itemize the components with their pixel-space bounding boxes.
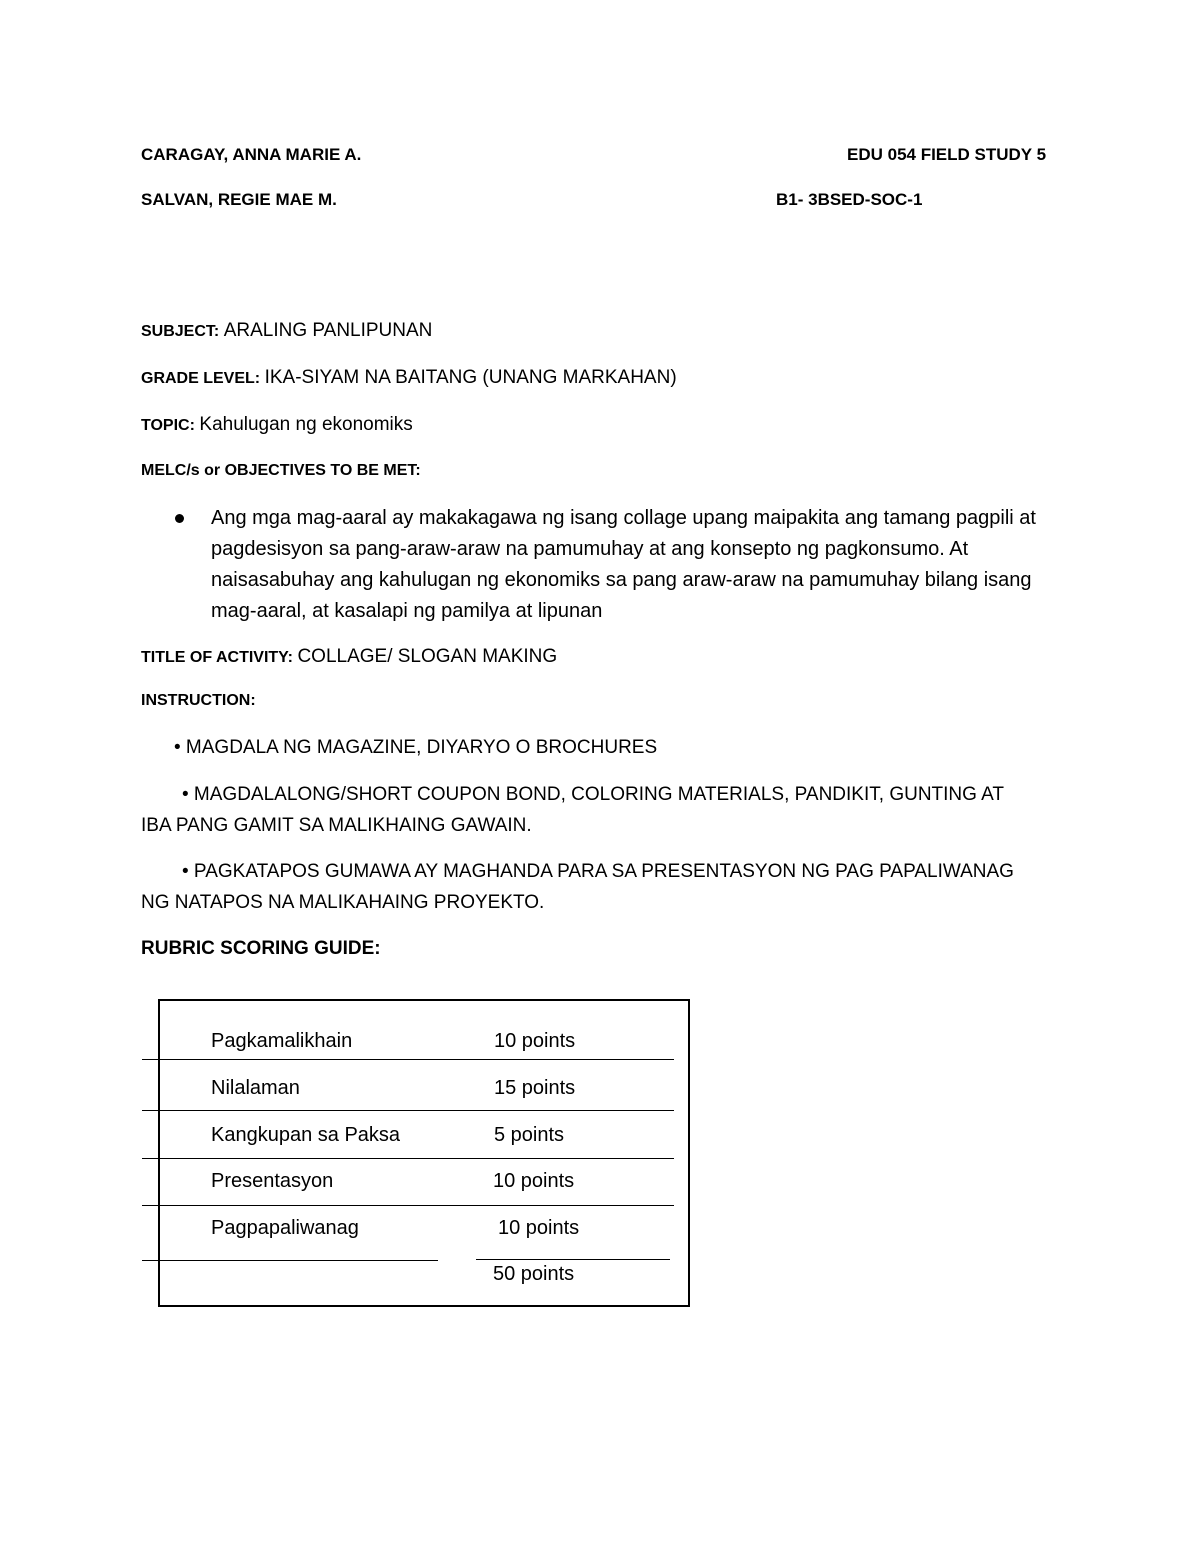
rubric-divider — [142, 1260, 438, 1261]
rubric-criterion: Kangkupan sa Paksa — [211, 1124, 401, 1146]
instruction-label: INSTRUCTION: — [141, 692, 256, 709]
topic-label: TOPIC: — [141, 417, 195, 434]
rubric-total: 50 points — [493, 1263, 575, 1285]
bullet-icon — [175, 514, 184, 523]
subject-line — [141, 320, 432, 342]
topic-line — [141, 414, 413, 436]
rubric-divider — [142, 1110, 674, 1111]
student-name-2: SALVAN, REGIE MAE M. — [141, 190, 337, 209]
rubric-points: 5 points — [494, 1124, 565, 1146]
instruction-item-2: • MAGDALALONG/SHORT COUPON BOND, COLORING MATERIALS, PANDIKIT, GUNTING AT — [182, 784, 1005, 805]
rubric-criterion: Presentasyon — [211, 1170, 334, 1192]
activity-label: TITLE OF ACTIVITY: — [141, 649, 293, 666]
subject-label: SUBJECT: — [141, 323, 220, 340]
rubric-divider — [142, 1158, 674, 1159]
rubric-criterion: Nilalaman — [211, 1077, 300, 1099]
activity-line — [141, 646, 557, 668]
grade-label: GRADE LEVEL: — [141, 370, 261, 387]
grade-line — [141, 367, 677, 389]
rubric-criterion: Pagkamalikhain — [211, 1030, 353, 1052]
course-code: EDU 054 FIELD STUDY 5 — [847, 145, 1047, 164]
subject-value: ARALING PANLIPUNAN — [223, 320, 433, 341]
rubric-points: 10 points — [498, 1217, 580, 1239]
rubric-points: 15 points — [494, 1077, 576, 1099]
topic-value: Kahulugan ng ekonomiks — [199, 414, 413, 435]
student-name-1: CARAGAY, ANNA MARIE A. — [141, 145, 362, 164]
grade-value: IKA-SIYAM NA BAITANG (UNANG MARKAHAN) — [264, 367, 677, 388]
rubric-title: RUBRIC SCORING GUIDE: — [141, 938, 381, 959]
instruction-item-3: • PAGKATAPOS GUMAWA AY MAGHANDA PARA SA PRESENTASYON NG PAG PAPALIWANAG — [182, 861, 1014, 882]
instruction-item-1: • MAGDALA NG MAGAZINE, DIYARYO O BROCHURES — [174, 737, 658, 758]
rubric-points: 10 points — [493, 1170, 575, 1192]
melc-label: MELC/s or OBJECTIVES TO BE MET: — [141, 462, 421, 479]
rubric-divider — [142, 1059, 674, 1060]
objective-text: Ang mga mag-aaral ay makakagawa ng isang collage upang maipakita ang tamang pagpili at pagdesisyon sa pang-araw-araw na pamumuhay at ang konsepto ng pagkonsumo. At naisasabuhay ang kahulugan ng ekonomiks sa pang araw-araw na pamumuhay bilang isang mag-aaral, at kasalapi ng pamilya at lipunan — [211, 507, 1036, 622]
activity-value: COLLAGE/ SLOGAN MAKING — [297, 646, 558, 667]
instruction-item-2-cont: IBA PANG GAMIT SA MALIKHAING GAWAIN. — [141, 815, 532, 836]
instruction-item-3-cont: NG NATAPOS NA MALIKAHAING PROYEKTO. — [141, 892, 545, 913]
rubric-divider — [476, 1259, 670, 1260]
rubric-criterion: Pagpapaliwanag — [211, 1217, 359, 1239]
rubric-points: 10 points — [494, 1030, 576, 1052]
rubric-divider — [142, 1205, 674, 1206]
section-code: B1- 3BSED-SOC-1 — [776, 190, 923, 209]
